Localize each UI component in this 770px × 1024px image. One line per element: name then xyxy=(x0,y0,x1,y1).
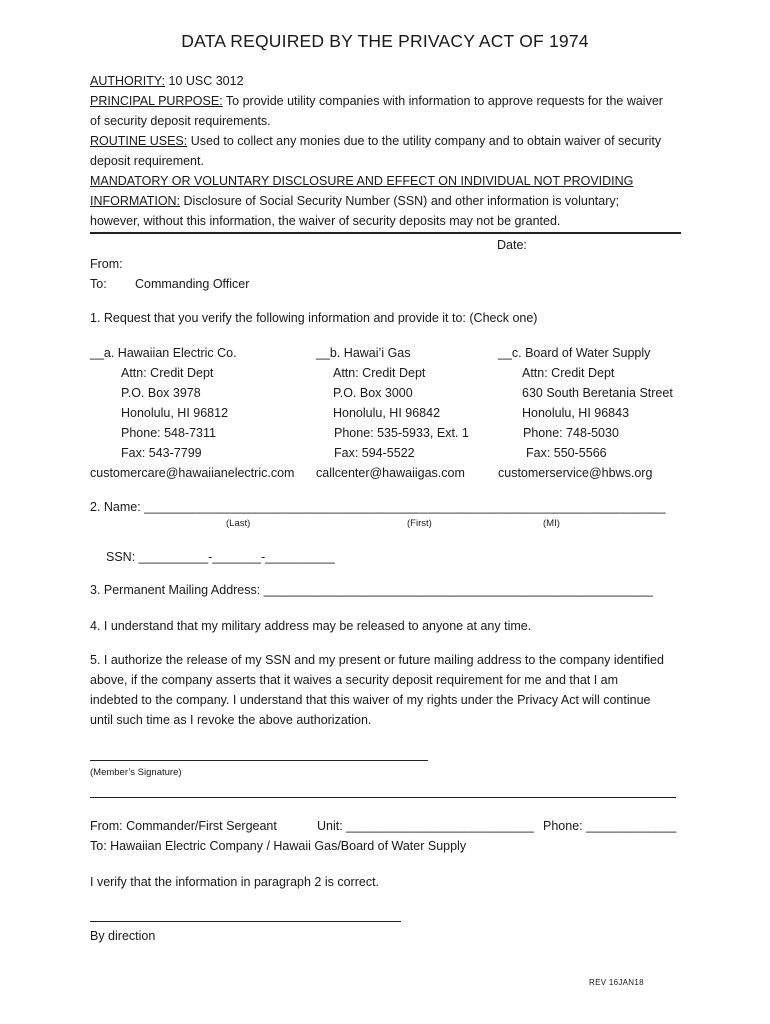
authority-line xyxy=(90,73,244,89)
date-label: Date: xyxy=(497,238,527,252)
name-last-caption: (Last) xyxy=(226,518,251,529)
item-3-address-field[interactable]: 3. Permanent Mailing Address: ________________________________________________________ xyxy=(90,583,654,597)
authority-text: 10 USC 3012 xyxy=(165,74,244,88)
separator-line xyxy=(90,797,676,798)
name-mi-caption: (MI) xyxy=(543,518,560,529)
item-4: 4. I understand that my military address may be released to anyone at any time. xyxy=(90,619,532,633)
mandatory-text: Disclosure of Social Security Number (SSN) and other information is voluntary; xyxy=(180,194,620,208)
member-signature-caption: (Member’s Signature) xyxy=(90,767,182,778)
company-city: Honolulu, HI 96842 xyxy=(333,406,441,420)
header-divider xyxy=(90,232,681,234)
mandatory-label-2: INFORMATION: xyxy=(90,194,181,208)
company-fax: Fax: 543-7799 xyxy=(121,446,202,460)
item-5-line-4: until such time as I revoke the above authorization. xyxy=(90,713,372,727)
verify-statement: I verify that the information in paragraph 2 is correct. xyxy=(90,875,380,889)
company-box: 630 South Beretania Street xyxy=(522,386,673,400)
member-signature-line[interactable] xyxy=(90,760,428,761)
company-attn: Attn: Credit Dept xyxy=(333,366,426,380)
item-1: 1. Request that you verify the following information and provide it to: (Check one) xyxy=(90,311,538,325)
company-phone: Phone: 548-7311 xyxy=(121,426,216,440)
company-attn: Attn: Credit Dept xyxy=(121,366,214,380)
company-email: callcenter@hawaiigas.com xyxy=(316,466,465,480)
company-fax: Fax: 594-5522 xyxy=(334,446,415,460)
company-email: customerservice@hbws.org xyxy=(498,466,653,480)
company-attn: Attn: Credit Dept xyxy=(522,366,615,380)
company-phone: Phone: 748-5030 xyxy=(523,426,619,440)
routine-uses-text: Used to collect any monies due to the utility company and to obtain waiver of security xyxy=(187,134,662,148)
revision-label: REV 16JAN18 xyxy=(589,978,644,987)
by-direction-signature-line[interactable] xyxy=(90,921,401,922)
company-header[interactable]: __a. Hawaiian Electric Co. xyxy=(90,346,237,360)
from-label: From: xyxy=(90,257,123,271)
company-box: P.O. Box 3978 xyxy=(121,386,201,400)
company-city: Honolulu, HI 96812 xyxy=(121,406,229,420)
to-companies: To: Hawaiian Electric Company / Hawaii Gas/Board of Water Supply xyxy=(90,839,467,853)
mandatory-line xyxy=(90,193,619,209)
company-email: customercare@hawaiianelectric.com xyxy=(90,466,295,480)
principal-purpose-text-2: of security deposit requirements. xyxy=(90,114,271,128)
by-direction-label: By direction xyxy=(90,929,156,943)
routine-uses-label: ROUTINE USES: xyxy=(90,134,188,148)
form-title: DATA REQUIRED BY THE PRIVACY ACT OF 1974 xyxy=(181,31,589,51)
company-fax: Fax: 550-5566 xyxy=(526,446,607,460)
from-commander: From: Commander/First Sergeant xyxy=(90,819,277,833)
company-box: P.O. Box 3000 xyxy=(333,386,413,400)
to-label: To: xyxy=(90,277,107,291)
authority-label: AUTHORITY: xyxy=(90,74,166,88)
routine-uses-line xyxy=(90,133,661,149)
principal-purpose-text: To provide utility companies with information to approve requests for the waiver xyxy=(222,94,663,108)
company-header[interactable]: __b. Hawai’i Gas xyxy=(316,346,411,360)
company-city: Honolulu, HI 96843 xyxy=(522,406,630,420)
name-first-caption: (First) xyxy=(407,518,432,529)
routine-uses-text-2: deposit requirement. xyxy=(90,154,204,168)
item-5-line-3: indebted to the company. I understand that this waiver of my rights under the Privacy Act will continue xyxy=(90,693,651,707)
item-2-name-field[interactable]: 2. Name: ___________________________________________________________________________ xyxy=(90,500,666,514)
item-5-line-2: above, if the company asserts that it waives a security deposit requirement for me and that I am xyxy=(90,673,619,687)
item-5-line-1: 5. I authorize the release of my SSN and my present or future mailing address to the company identified xyxy=(90,653,664,667)
principal-purpose-label: PRINCIPAL PURPOSE: xyxy=(90,94,223,108)
principal-purpose-line xyxy=(90,93,663,109)
mandatory-text-2: however, without this information, the waiver of security deposits may not be granted. xyxy=(90,214,561,228)
company-header[interactable]: __c. Board of Water Supply xyxy=(498,346,651,360)
unit-field[interactable]: Unit: ___________________________ xyxy=(317,819,534,833)
mandatory-label: MANDATORY OR VOLUNTARY DISCLOSURE AND EFFECT ON INDIVIDUAL NOT PROVIDING xyxy=(90,174,634,188)
phone-field[interactable]: Phone: _____________ xyxy=(543,819,677,833)
company-phone: Phone: 535-5933, Ext. 1 xyxy=(334,426,469,440)
to-value: Commanding Officer xyxy=(135,277,250,291)
ssn-field[interactable]: SSN: __________-_______-__________ xyxy=(106,550,335,564)
